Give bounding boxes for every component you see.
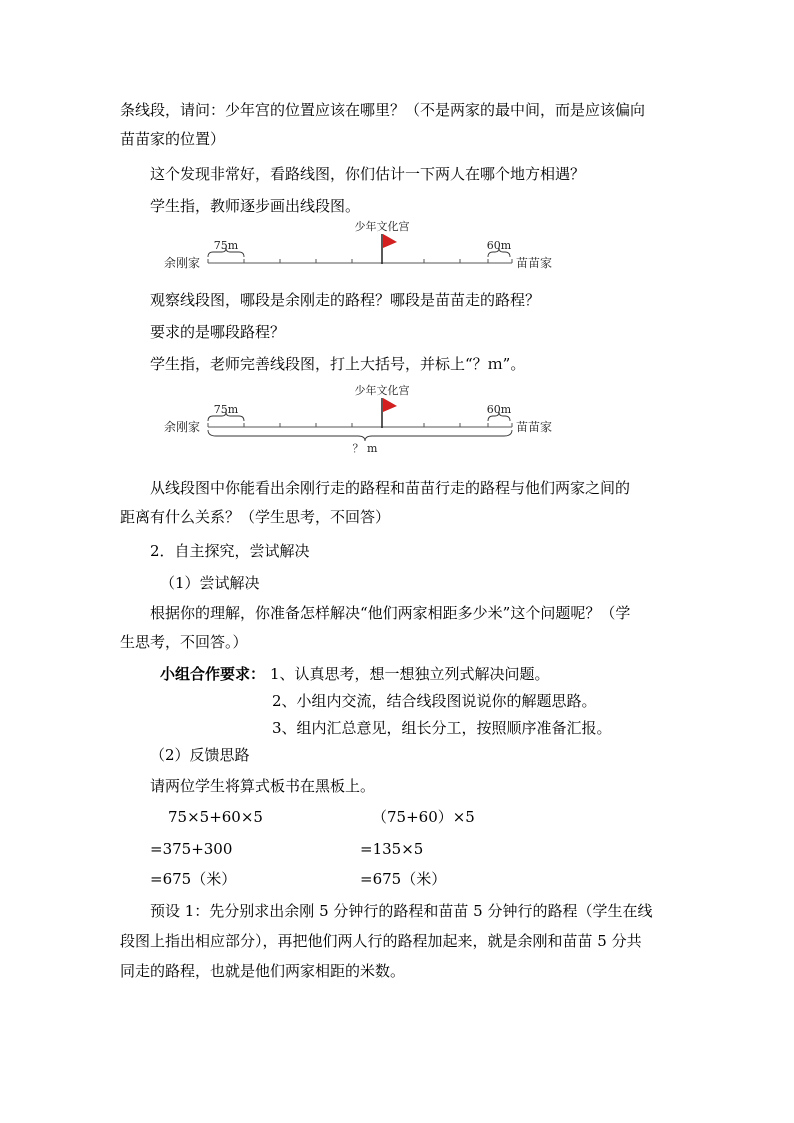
diagram-1-right-distance: 60m xyxy=(486,239,512,252)
diagram-2-unknown-label: ？ m xyxy=(352,442,378,455)
paragraph-1-line-2: 苗苗家的位置） xyxy=(120,130,226,148)
paragraph-1-line-1: 条线段，请问：少年宫的位置应该在哪里？（不是两家的最中间，而是应该偏向 xyxy=(120,101,646,119)
group-requirement-item-2: 2、小组内交流，结合线段图说说你的解题思路。 xyxy=(272,692,597,710)
diagram-1-left-distance: 75m xyxy=(213,239,239,252)
calc-b-step-3: =675（米） xyxy=(360,870,447,888)
group-requirement-item-1: 1、认真思考，想一想独立列式解决问题。 xyxy=(270,665,550,683)
calc-b-step-1: （75+60）×5 xyxy=(372,808,475,826)
section-2-2-heading: （2）反馈思路 xyxy=(150,746,250,764)
paragraph-9: 请两位学生将算式板书在黑板上。 xyxy=(150,777,376,795)
group-requirement-label: 小组合作要求： xyxy=(160,665,266,683)
line-segment-diagram-2 xyxy=(160,381,570,457)
paragraph-3: 学生指，教师逐步画出线段图。 xyxy=(150,197,361,215)
paragraph-10-line-1: 预设 1：先分别求出余刚 5 分钟行的路程和苗苗 5 分钟行的路程（学生在线 xyxy=(150,902,653,920)
paragraph-2: 这个发现非常好，看路线图，你们估计一下两人在哪个地方相遇？ xyxy=(150,165,586,183)
diagram-2-left-distance: 75m xyxy=(213,403,239,416)
section-2-heading: 2．自主探究，尝试解决 xyxy=(150,542,310,560)
group-requirement-item-3: 3、组内汇总意见，组长分工，按照顺序准备汇报。 xyxy=(272,719,612,737)
diagram-1-title: 少年文化宫 xyxy=(354,220,410,233)
calc-b-step-2: =135×5 xyxy=(360,840,424,858)
diagram-2-right-label: 苗苗家 xyxy=(516,420,553,434)
diagram-1-right-label: 苗苗家 xyxy=(516,256,553,270)
flag-icon xyxy=(382,398,397,428)
line-segment-diagram-1 xyxy=(160,217,570,275)
paragraph-10-line-2: 段图上指出相应部分），再把他们两人行的路程加起来，就是余刚和苗苗 5 分共 xyxy=(120,932,642,950)
paragraph-7-line-2: 距离有什么关系？（学生思考，不回答） xyxy=(120,508,391,526)
paragraph-10-line-3: 同走的路程，也就是他们两家相距的米数。 xyxy=(120,962,406,980)
calc-a-step-3: =675（米） xyxy=(150,870,237,888)
diagram-2-left-label: 余刚家 xyxy=(164,420,201,434)
paragraph-4: 观察线段图，哪段是余刚走的路程？哪段是苗苗走的路程？ xyxy=(150,291,541,309)
section-2-1-heading: （1）尝试解决 xyxy=(160,574,260,592)
calc-a-step-2: =375+300 xyxy=(150,840,233,858)
calc-a-step-1: 75×5+60×5 xyxy=(168,808,263,826)
diagram-2-title: 少年文化宫 xyxy=(354,384,410,397)
diagram-2-right-distance: 60m xyxy=(486,403,512,416)
paragraph-7-line-1: 从线段图中你能看出余刚行走的路程和苗苗行走的路程与他们两家之间的 xyxy=(150,479,631,497)
paragraph-6: 学生指，老师完善线段图，打上大括号，并标上“？ｍ”。 xyxy=(150,355,526,373)
paragraph-5: 要求的是哪段路程？ xyxy=(150,323,286,341)
flag-icon xyxy=(382,234,397,264)
paragraph-8-line-2: 生思考，不回答。） xyxy=(120,633,248,651)
diagram-1-left-label: 余刚家 xyxy=(164,256,201,270)
diagram-2-total-brace xyxy=(208,430,512,441)
paragraph-8-line-1: 根据你的理解，你准备怎样解决“他们两家相距多少米”这个问题呢？（学 xyxy=(150,604,631,622)
